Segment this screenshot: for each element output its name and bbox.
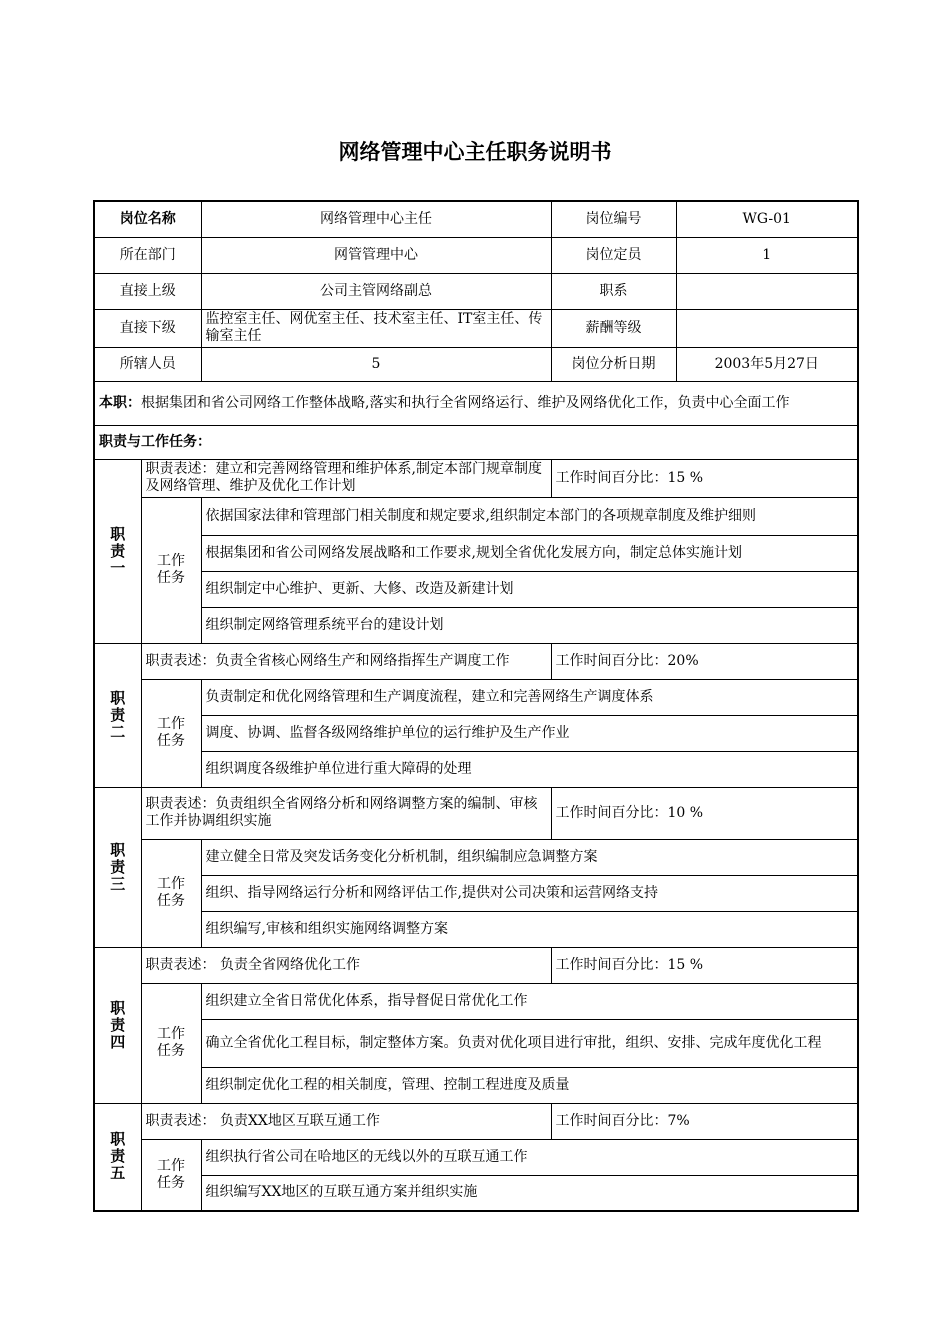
duty-1-label-text: 职责一 [110, 524, 126, 577]
duty-1-task-3: 组织制定中心维护、更新、大修、改造及新建计划 [201, 571, 858, 607]
duty-4-task-row [94, 983, 858, 1019]
duty-2-task-3: 组织调度各级维护单位进行重大障碍的处理 [201, 751, 858, 787]
duty-5-task-1: 组织执行省公司在哈地区的无线以外的互联互通工作 [201, 1139, 858, 1175]
duty-2-label [94, 643, 141, 787]
duty-5-label-text: 职责五 [110, 1130, 126, 1183]
duty-3-statement-row [94, 787, 858, 839]
analysis-date-label: 岗位分析日期 [551, 347, 676, 381]
duty-2-label-text: 职责二 [110, 688, 126, 741]
duty-5-statement-row [94, 1103, 858, 1139]
duty-5-label [94, 1103, 141, 1211]
duty-2-statement-row [94, 643, 858, 679]
duty-4-time-pct: 工作时间百分比：15 % [551, 947, 858, 983]
duty-1-label [94, 459, 141, 643]
duty-3-label-text: 职责三 [110, 840, 126, 893]
job-family-label: 职系 [551, 273, 676, 309]
duties-heading: 职责与工作任务： [94, 425, 858, 459]
core-duty-label: 本职： [99, 394, 141, 411]
job-description-table [93, 200, 859, 1212]
duty-5-task-row [94, 1175, 858, 1211]
duty-5-task-2: 组织编写XX地区的互联互通方案并组织实施 [201, 1175, 858, 1211]
duty-5-task-row [94, 1139, 858, 1175]
duty-5-task-label-text: 工作任务 [157, 1157, 185, 1191]
duty-2-task-label [141, 679, 201, 787]
superior-value: 公司主管网络副总 [201, 273, 551, 309]
duty-2-time-pct: 工作时间百分比：20% [551, 643, 858, 679]
duty-1-task-2: 根据集团和省公司网络发展战略和工作要求,规划全省优化发展方向，制定总体实施计划 [201, 535, 858, 571]
duty-4-statement: 职责表述： 负责全省网络优化工作 [141, 947, 551, 983]
row-staff [94, 347, 858, 381]
duty-1-task-row [94, 535, 858, 571]
duty-1-statement: 职责表述：建立和完善网络管理和维护体系,制定本部门规章制度及网络管理、维护及优化工作计划 [141, 459, 551, 497]
staff-count-value: 5 [201, 347, 551, 381]
duty-4-task-3: 组织制定优化工程的相关制度，管理、控制工程进度及质量 [201, 1067, 858, 1103]
duty-3-task-row [94, 839, 858, 875]
salary-grade-label: 薪酬等级 [551, 309, 676, 347]
duty-3-task-row [94, 911, 858, 947]
row-superior [94, 273, 858, 309]
position-name-label: 岗位名称 [94, 201, 201, 237]
duty-2-task-2: 调度、协调、监督各级网络维护单位的运行维护及生产作业 [201, 715, 858, 751]
row-core-duty [94, 381, 858, 425]
duty-4-task-row [94, 1067, 858, 1103]
core-duty-cell [94, 381, 858, 425]
position-code-value: WG-01 [676, 201, 858, 237]
duty-4-task-label [141, 983, 201, 1103]
duty-3-task-row [94, 875, 858, 911]
duty-3-label [94, 787, 141, 947]
duty-4-task-1: 组织建立全省日常优化体系，指导督促日常优化工作 [201, 983, 858, 1019]
duty-1-task-row [94, 497, 858, 535]
duty-3-statement: 职责表述：负责组织全省网络分析和网络调整方案的编制、审核工作并协调组织实施 [141, 787, 551, 839]
duty-3-task-1: 建立健全日常及突发话务变化分析机制，组织编制应急调整方案 [201, 839, 858, 875]
duty-5-time-pct: 工作时间百分比：7% [551, 1103, 858, 1139]
duty-1-task-4: 组织制定网络管理系统平台的建设计划 [201, 607, 858, 643]
salary-grade-value [676, 309, 858, 347]
duty-2-task-row [94, 751, 858, 787]
duty-1-task-1: 依据国家法律和管理部门相关制度和规定要求,组织制定本部门的各项规章制度及维护细则 [201, 497, 858, 535]
position-name-value: 网络管理中心主任 [201, 201, 551, 237]
superior-label: 直接上级 [94, 273, 201, 309]
subordinates-label: 直接下级 [94, 309, 201, 347]
duty-4-label [94, 947, 141, 1103]
duty-5-statement: 职责表述： 负责XX地区互联互通工作 [141, 1103, 551, 1139]
duty-1-task-label-text: 工作任务 [157, 553, 185, 586]
duty-5-task-label [141, 1139, 201, 1211]
duty-2-task-1: 负责制定和优化网络管理和生产调度流程，建立和完善网络生产调度体系 [201, 679, 858, 715]
duty-3-task-3: 组织编写,审核和组织实施网络调整方案 [201, 911, 858, 947]
duty-2-task-label-text: 工作任务 [157, 716, 185, 749]
row-department [94, 237, 858, 273]
duty-2-task-row [94, 679, 858, 715]
duty-1-task-row [94, 571, 858, 607]
department-label: 所在部门 [94, 237, 201, 273]
duty-4-label-text: 职责四 [110, 998, 126, 1051]
page-title: 网络管理中心主任职务说明书 [338, 140, 612, 164]
duty-3-task-label [141, 839, 201, 947]
row-subordinates [94, 309, 858, 347]
row-position-name [94, 201, 858, 237]
subordinates-value: 监控室主任、网优室主任、技术室主任、IT室主任、传输室主任 [201, 309, 551, 347]
duty-3-task-2: 组织、指导网络运行分析和网络评估工作,提供对公司决策和运营网络支持 [201, 875, 858, 911]
job-family-value [676, 273, 858, 309]
duty-1-statement-row [94, 459, 858, 497]
duty-4-task-2: 确立全省优化工程目标，制定整体方案。负责对优化项目进行审批，组织、安排、完成年度优化工程 [201, 1019, 858, 1067]
duty-3-time-pct: 工作时间百分比：10 % [551, 787, 858, 839]
duty-1-task-label [141, 497, 201, 643]
analysis-date-value: 2003年5月27日 [676, 347, 858, 381]
duty-2-statement: 职责表述：负责全省核心网络生产和网络指挥生产调度工作 [141, 643, 551, 679]
staff-count-label: 所辖人员 [94, 347, 201, 381]
duty-4-statement-row [94, 947, 858, 983]
duty-1-time-pct: 工作时间百分比：15 % [551, 459, 858, 497]
duty-4-task-row [94, 1019, 858, 1067]
row-duties-heading [94, 425, 858, 459]
duty-4-task-label-text: 工作任务 [157, 1026, 185, 1059]
duty-3-task-label-text: 工作任务 [157, 876, 185, 909]
core-duty-text: 根据集团和省公司网络工作整体战略,落实和执行全省网络运行、维护及网络优化工作，负责中心全面工作 [141, 394, 790, 411]
duty-2-task-row [94, 715, 858, 751]
department-value: 网管管理中心 [201, 237, 551, 273]
headcount-value: 1 [676, 237, 858, 273]
duty-1-task-row [94, 607, 858, 643]
headcount-label: 岗位定员 [551, 237, 676, 273]
position-code-label: 岗位编号 [551, 201, 676, 237]
